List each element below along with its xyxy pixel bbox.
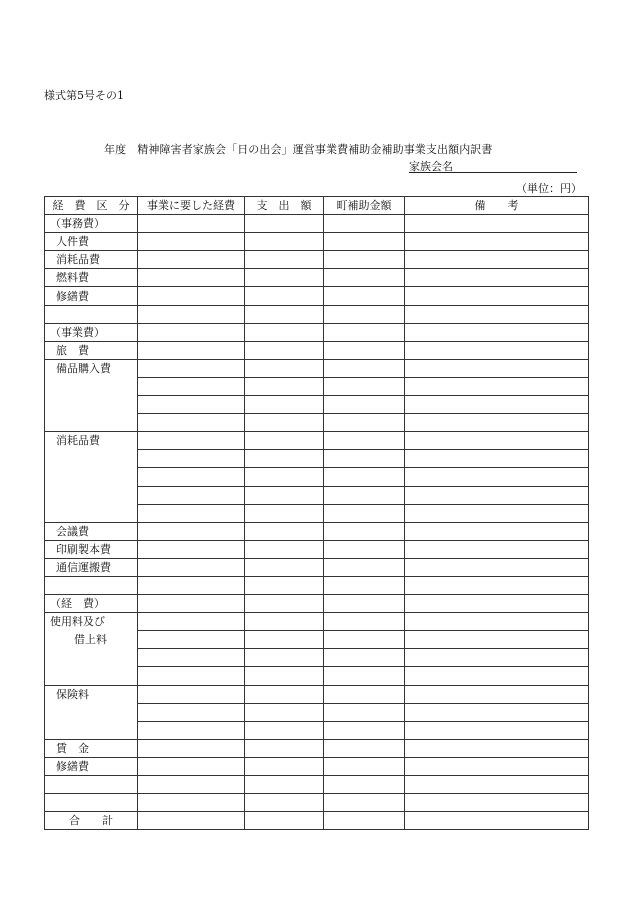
table-cell[interactable]: [324, 269, 405, 287]
table-cell[interactable]: [405, 703, 589, 721]
table-cell[interactable]: [245, 450, 324, 468]
table-cell[interactable]: [324, 251, 405, 269]
table-cell[interactable]: [324, 757, 405, 775]
table-cell[interactable]: [245, 215, 324, 233]
table-cell[interactable]: [405, 812, 589, 830]
column-header-category: 経 費 区 分: [45, 197, 138, 215]
table-cell[interactable]: [245, 776, 324, 794]
document-title: 年度 精神障害者家族会「日の出会」運営事業費補助金補助事業支出額内訳書: [104, 143, 493, 156]
table-row: [45, 522, 589, 540]
table-cell[interactable]: [405, 794, 589, 812]
table-cell[interactable]: [245, 269, 324, 287]
item-rental-line1: 使用料及び: [50, 615, 105, 629]
table-cell[interactable]: [324, 812, 405, 830]
table-cell[interactable]: [405, 450, 589, 468]
form-number: 様式第5号その1: [44, 89, 124, 102]
table-cell[interactable]: [138, 233, 245, 251]
table-cell[interactable]: [324, 504, 405, 522]
table-cell[interactable]: [245, 341, 324, 359]
table-cell[interactable]: [138, 269, 245, 287]
table-cell[interactable]: [245, 649, 324, 667]
table-cell[interactable]: [405, 522, 589, 540]
table-cell[interactable]: [324, 341, 405, 359]
table-cell[interactable]: [245, 558, 324, 576]
item-insurance: 保険料: [45, 685, 138, 739]
table-cell[interactable]: [138, 486, 245, 504]
table-row: [45, 432, 589, 450]
table-cell[interactable]: [245, 287, 324, 305]
total-row: [45, 812, 589, 830]
family-name-field[interactable]: [409, 172, 577, 173]
table-cell[interactable]: [245, 757, 324, 775]
table-cell[interactable]: [138, 576, 245, 594]
table-cell[interactable]: [245, 323, 324, 341]
table-cell[interactable]: [245, 504, 324, 522]
table-cell[interactable]: [405, 667, 589, 685]
table-cell[interactable]: [245, 595, 324, 613]
table-row: [45, 558, 589, 576]
table-cell[interactable]: [324, 631, 405, 649]
table-cell[interactable]: [245, 703, 324, 721]
table-cell[interactable]: [245, 794, 324, 812]
table-cell[interactable]: [138, 812, 245, 830]
table-cell[interactable]: [324, 287, 405, 305]
category-office: （事務費）: [45, 215, 138, 233]
item-printing: 印刷製本費: [45, 540, 138, 558]
table-cell[interactable]: [138, 323, 245, 341]
table-row: [45, 323, 589, 341]
table-cell[interactable]: [245, 251, 324, 269]
table-cell[interactable]: [324, 522, 405, 540]
table-cell[interactable]: [324, 667, 405, 685]
table-cell[interactable]: [405, 287, 589, 305]
item-consumables-project: 消耗品費: [45, 432, 138, 522]
table-cell[interactable]: [138, 558, 245, 576]
table-cell[interactable]: [138, 251, 245, 269]
table-cell[interactable]: [324, 649, 405, 667]
table-cell[interactable]: [324, 558, 405, 576]
column-header-required-cost: 事業に要した経費: [138, 197, 245, 215]
table-cell[interactable]: [324, 613, 405, 631]
table-cell[interactable]: [405, 504, 589, 522]
table-cell[interactable]: [138, 377, 245, 395]
table-cell[interactable]: [405, 721, 589, 739]
table-cell[interactable]: [324, 776, 405, 794]
table-row: [45, 794, 589, 812]
table-cell[interactable]: [138, 794, 245, 812]
table-cell[interactable]: [138, 631, 245, 649]
unit-label: （単位：円）: [516, 182, 582, 195]
table-cell[interactable]: [138, 776, 245, 794]
column-header-expenditure: 支 出 額: [245, 197, 324, 215]
table-cell[interactable]: [405, 558, 589, 576]
table-cell[interactable]: [405, 251, 589, 269]
table-cell[interactable]: [45, 305, 138, 323]
table-cell[interactable]: [324, 305, 405, 323]
table-cell[interactable]: [324, 468, 405, 486]
table-cell[interactable]: [405, 613, 589, 631]
table-row: [45, 757, 589, 775]
column-header-remarks: 備 考: [405, 197, 589, 215]
table-cell[interactable]: [245, 667, 324, 685]
table-cell[interactable]: [324, 377, 405, 395]
table-cell[interactable]: [405, 468, 589, 486]
table-cell[interactable]: [405, 233, 589, 251]
table-cell[interactable]: [138, 450, 245, 468]
table-cell[interactable]: [245, 468, 324, 486]
table-cell[interactable]: [324, 703, 405, 721]
table-cell[interactable]: [138, 432, 245, 450]
table-cell[interactable]: [405, 540, 589, 558]
table-cell[interactable]: [405, 341, 589, 359]
item-consumables: 消耗品費: [45, 251, 138, 269]
item-repair-expenses: 修繕費: [45, 757, 138, 775]
table-cell[interactable]: [245, 377, 324, 395]
table-cell[interactable]: [245, 540, 324, 558]
table-cell[interactable]: [245, 576, 324, 594]
table-cell[interactable]: [245, 432, 324, 450]
table-cell[interactable]: [405, 215, 589, 233]
table-cell[interactable]: [324, 721, 405, 739]
item-equipment: 備品購入費: [45, 359, 138, 431]
table-cell[interactable]: [405, 377, 589, 395]
table-cell[interactable]: [324, 323, 405, 341]
table-cell[interactable]: [138, 739, 245, 757]
table-cell[interactable]: [245, 305, 324, 323]
table-cell[interactable]: [45, 794, 138, 812]
table-cell[interactable]: [138, 649, 245, 667]
table-cell[interactable]: [324, 794, 405, 812]
table-cell[interactable]: [405, 685, 589, 703]
table-cell[interactable]: [405, 432, 589, 450]
table-cell[interactable]: [245, 739, 324, 757]
category-project: （事業費）: [45, 323, 138, 341]
table-cell[interactable]: [405, 359, 589, 377]
table-row: [45, 269, 589, 287]
table-cell[interactable]: [405, 631, 589, 649]
table-cell[interactable]: [405, 323, 589, 341]
family-name-label: 家族会名: [409, 160, 453, 173]
table-cell[interactable]: [245, 685, 324, 703]
table-cell[interactable]: [138, 341, 245, 359]
expense-breakdown-table: [44, 196, 589, 830]
table-cell[interactable]: [245, 522, 324, 540]
table-row: [45, 251, 589, 269]
table-cell[interactable]: [405, 595, 589, 613]
table-cell[interactable]: [405, 486, 589, 504]
table-cell[interactable]: [45, 776, 138, 794]
table-cell[interactable]: [138, 703, 245, 721]
table-row: [45, 540, 589, 558]
table-cell[interactable]: [138, 540, 245, 558]
table-cell[interactable]: [324, 685, 405, 703]
table-cell[interactable]: [138, 305, 245, 323]
table-cell[interactable]: [324, 595, 405, 613]
table-cell[interactable]: [324, 540, 405, 558]
table-cell[interactable]: [405, 757, 589, 775]
table-row: [45, 215, 589, 233]
table-cell[interactable]: [324, 576, 405, 594]
table-cell[interactable]: [138, 721, 245, 739]
table-cell[interactable]: [405, 739, 589, 757]
header-row: [45, 197, 589, 215]
column-header-subsidy: 町補助金額: [324, 197, 405, 215]
table-row: [45, 576, 589, 594]
table-cell[interactable]: [324, 359, 405, 377]
table-cell[interactable]: [138, 685, 245, 703]
table-cell[interactable]: [405, 649, 589, 667]
table-cell[interactable]: [405, 576, 589, 594]
item-personnel: 人件費: [45, 233, 138, 251]
table-cell[interactable]: [324, 432, 405, 450]
total-label: 合 計: [45, 812, 138, 830]
table-row: [45, 287, 589, 305]
table-cell[interactable]: [405, 396, 589, 414]
table-cell[interactable]: [324, 233, 405, 251]
item-rental: [45, 613, 138, 685]
table-cell[interactable]: [324, 414, 405, 432]
table-cell[interactable]: [324, 739, 405, 757]
table-cell[interactable]: [245, 414, 324, 432]
table-cell[interactable]: [245, 486, 324, 504]
table-row: [45, 305, 589, 323]
table-row: [45, 233, 589, 251]
table-cell[interactable]: [138, 359, 245, 377]
table-cell[interactable]: [324, 396, 405, 414]
table-cell[interactable]: [245, 396, 324, 414]
table-row: [45, 739, 589, 757]
table-row: [45, 685, 589, 703]
table-cell[interactable]: [405, 269, 589, 287]
table-cell[interactable]: [324, 215, 405, 233]
table-cell[interactable]: [245, 233, 324, 251]
category-expenses: （経 費）: [45, 595, 138, 613]
table-cell[interactable]: [138, 287, 245, 305]
table-cell[interactable]: [324, 486, 405, 504]
table-cell[interactable]: [245, 631, 324, 649]
table-cell[interactable]: [138, 667, 245, 685]
item-communication: 通信運搬費: [45, 558, 138, 576]
table-row: [45, 341, 589, 359]
table-row: [45, 613, 589, 631]
table-cell[interactable]: [138, 396, 245, 414]
table-row: [45, 359, 589, 377]
table-cell[interactable]: [245, 721, 324, 739]
table-cell[interactable]: [45, 576, 138, 594]
item-travel: 旅 費: [45, 341, 138, 359]
table-row: [45, 776, 589, 794]
table-cell[interactable]: [405, 776, 589, 794]
table-cell[interactable]: [245, 613, 324, 631]
table-row: [45, 595, 589, 613]
item-meeting: 会議費: [45, 522, 138, 540]
table-cell[interactable]: [138, 504, 245, 522]
item-wages: 賃 金: [45, 739, 138, 757]
table-cell[interactable]: [245, 359, 324, 377]
table-cell[interactable]: [138, 613, 245, 631]
table-cell[interactable]: [138, 414, 245, 432]
table-cell[interactable]: [405, 305, 589, 323]
table-cell[interactable]: [324, 450, 405, 468]
table-cell[interactable]: [138, 757, 245, 775]
item-repair: 修繕費: [45, 287, 138, 305]
table-cell[interactable]: [245, 812, 324, 830]
table-cell[interactable]: [138, 522, 245, 540]
item-rental-line2: 借上料: [74, 633, 107, 647]
table-cell[interactable]: [138, 595, 245, 613]
table-cell[interactable]: [138, 215, 245, 233]
item-fuel: 燃料費: [45, 269, 138, 287]
table-cell[interactable]: [138, 468, 245, 486]
table-cell[interactable]: [405, 414, 589, 432]
